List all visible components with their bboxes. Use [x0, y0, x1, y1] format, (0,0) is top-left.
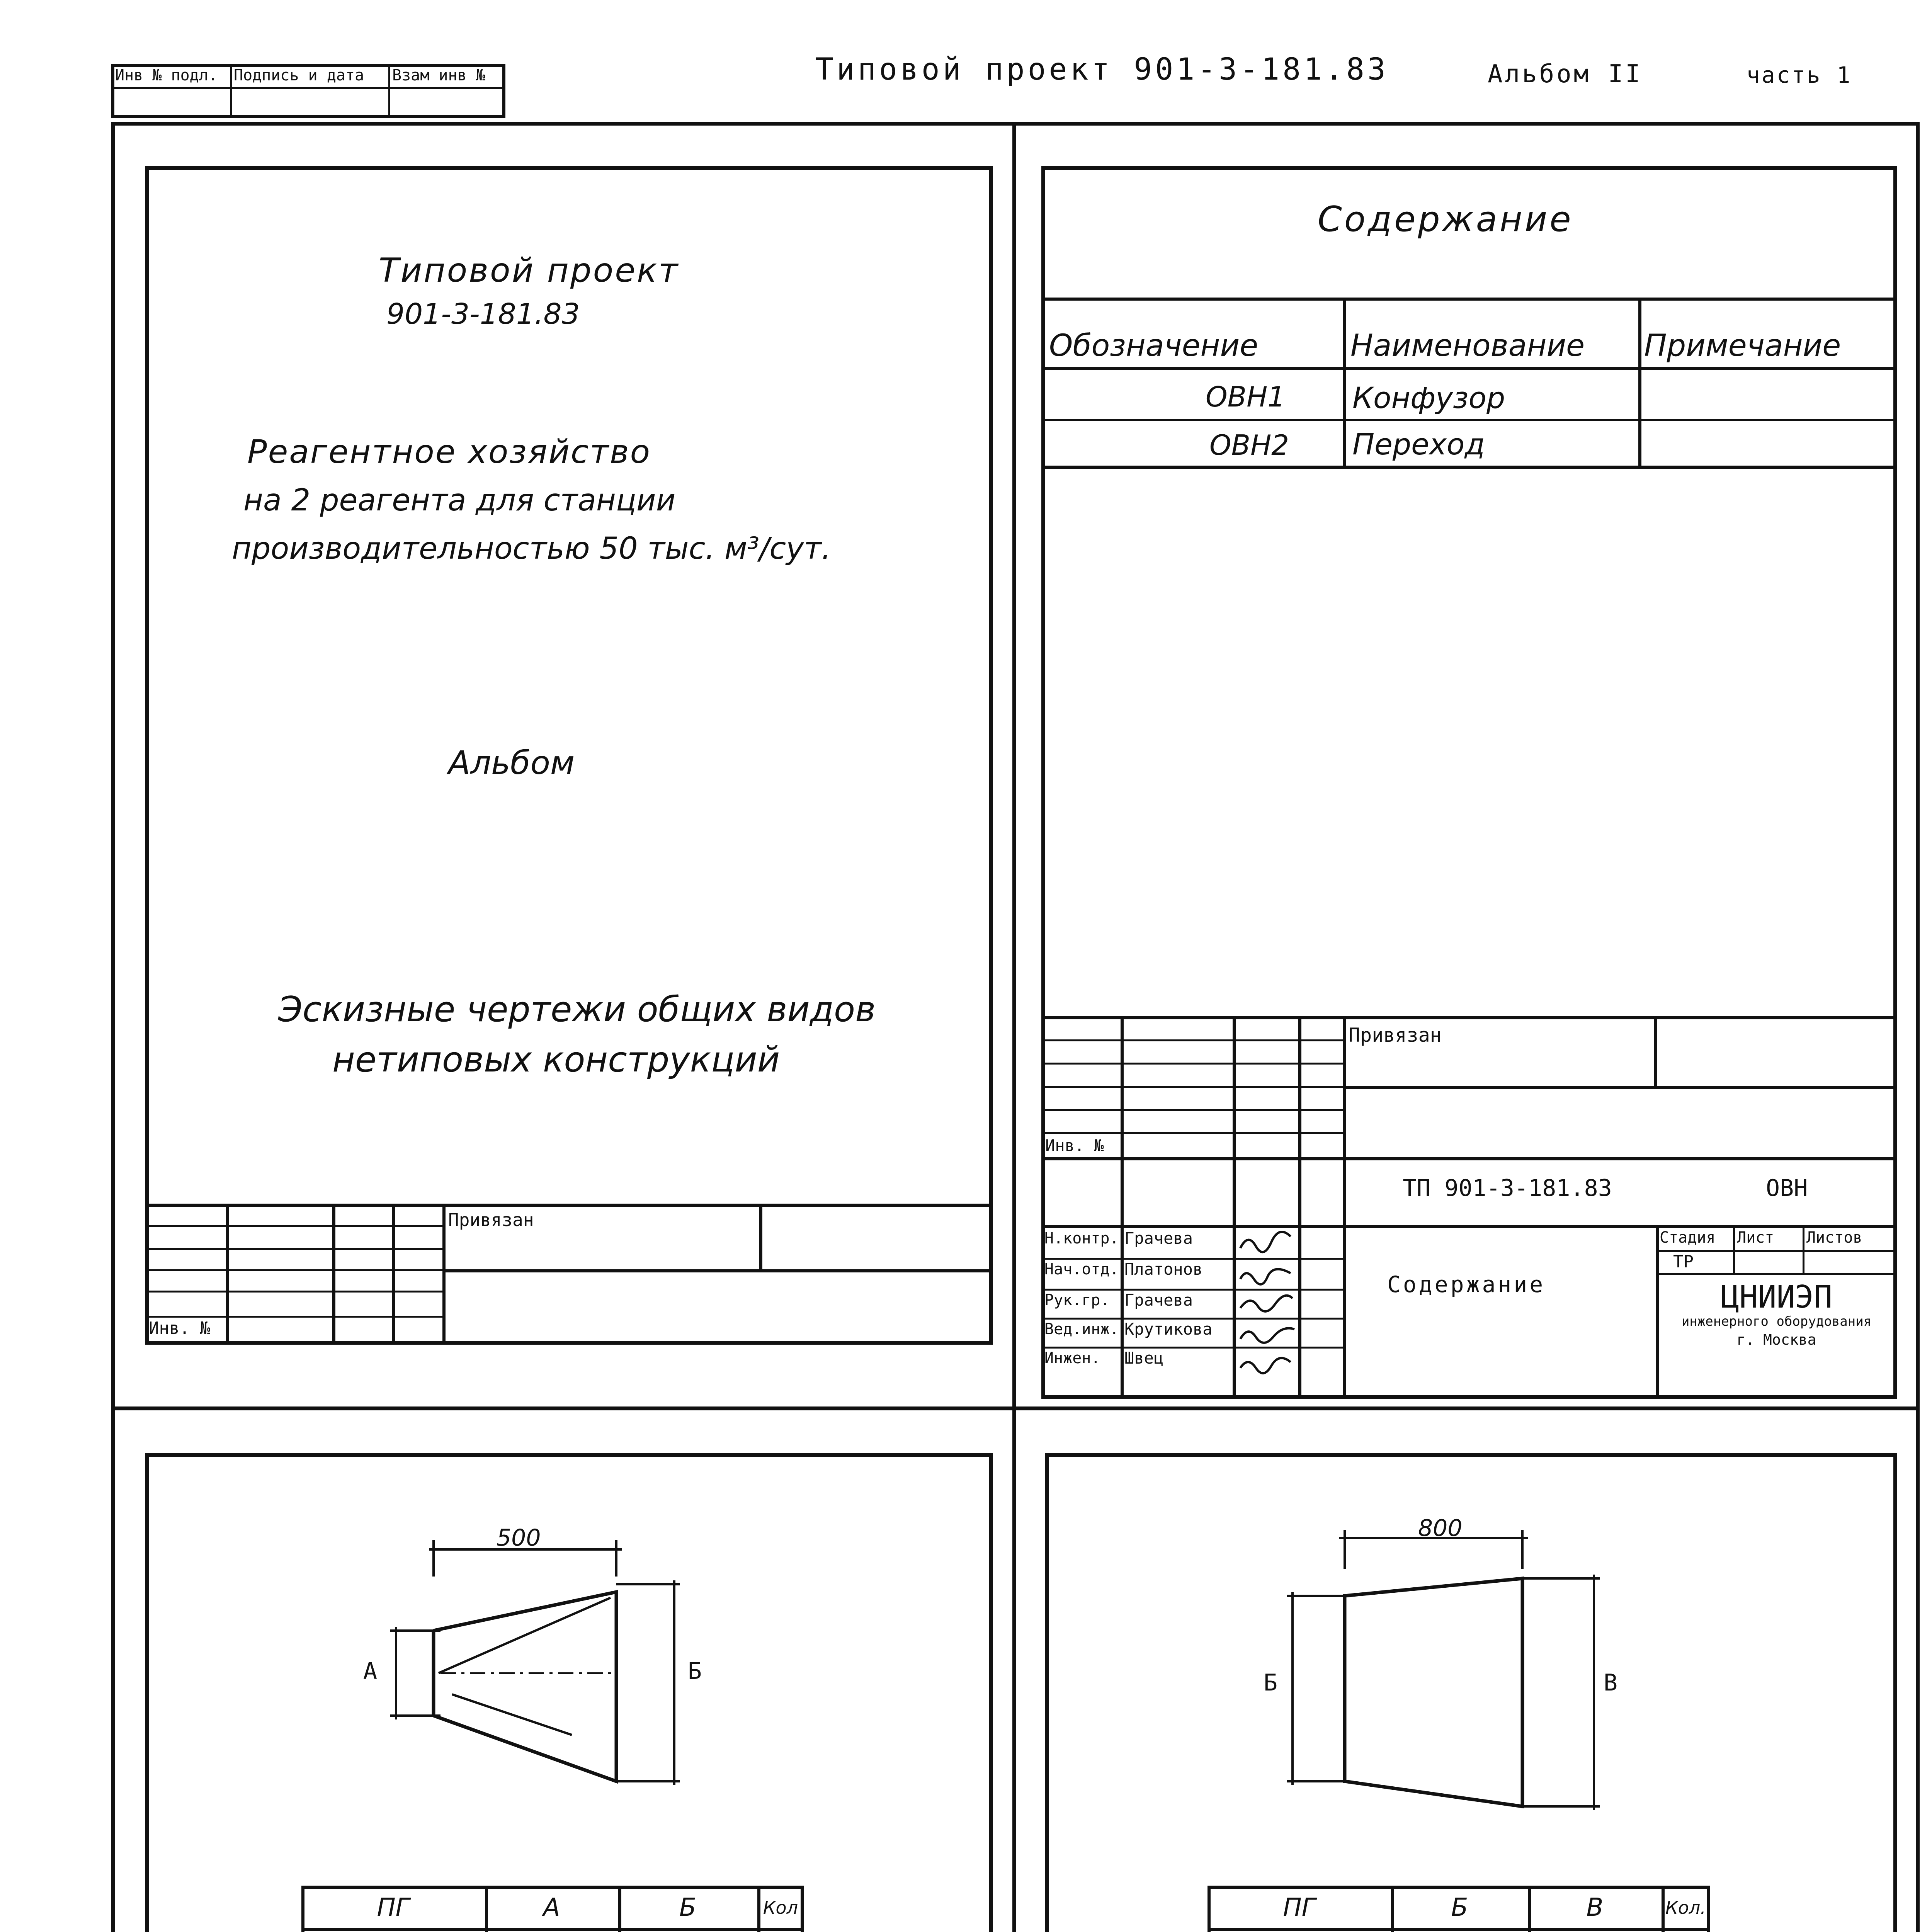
title-privyazan: Привязан: [448, 1209, 534, 1230]
stamp-divider: [230, 64, 232, 118]
stamp-line: [145, 1291, 442, 1293]
table-header: А: [543, 1893, 560, 1922]
stage-header: Стадия: [1660, 1229, 1716, 1247]
person-name: Швец: [1124, 1349, 1164, 1367]
stamp-line: [1803, 1225, 1804, 1273]
contents-line: [1343, 298, 1346, 466]
title-inv: Инв. №: [149, 1318, 210, 1338]
stamp-cell: Подпись и дата: [234, 66, 364, 84]
title-line1: Типовой проект: [379, 251, 680, 290]
role-label: Н.контр.: [1044, 1230, 1119, 1247]
ovn1-dim-top: 500: [497, 1524, 541, 1551]
table-header: Б: [679, 1893, 696, 1922]
table-header: ПГ: [377, 1893, 410, 1922]
stamp-line: [145, 1269, 442, 1271]
contents-mark: ОВН: [1766, 1175, 1808, 1202]
title-subject2: на 2 реагента для станции: [243, 483, 676, 518]
stamp-line: [145, 1248, 442, 1250]
table-line: [301, 1928, 804, 1931]
title-content2: нетиповых конструкций: [332, 1039, 780, 1080]
person-name: Грачева: [1124, 1291, 1193, 1310]
stamp-cell: Взам инв №: [392, 66, 485, 84]
stamp-line: [1041, 1039, 1343, 1041]
stamp-line: [1041, 1109, 1343, 1111]
person-name: Грачева: [1124, 1229, 1193, 1248]
contents-doc-code: ТП 901-3-181.83: [1403, 1175, 1612, 1202]
stamp-line: [442, 1204, 446, 1345]
contents-row-code: ОВН2: [1209, 429, 1289, 461]
contents-title: Содержание: [1318, 199, 1573, 240]
title-content1: Эскизные чертежи общих видов: [278, 989, 876, 1030]
sheet-divider-horizontal: [111, 1406, 1920, 1410]
contents-col-note: Примечание: [1644, 328, 1841, 363]
role-label: Инжен.: [1044, 1349, 1100, 1367]
person-name: Крутикова: [1124, 1320, 1213, 1338]
stamp-line: [145, 1316, 442, 1318]
ovn2-dim-top: 800: [1418, 1515, 1463, 1542]
stamp-line: [1041, 1086, 1343, 1088]
contents-col-code: Обозначение: [1049, 328, 1259, 363]
table-header: Б: [1451, 1893, 1468, 1922]
ovn1-dim-left: А: [363, 1658, 378, 1685]
stamp-line: [1041, 1225, 1897, 1228]
contents-line: [1041, 466, 1897, 469]
stamp-line: [442, 1269, 993, 1272]
stamp-line: [392, 1204, 395, 1345]
stamp-line: [1041, 1063, 1343, 1065]
ovn2-dim-right: В: [1604, 1669, 1618, 1696]
contents-privyazan: Привязан: [1349, 1024, 1442, 1046]
stage-header: Листов: [1806, 1229, 1862, 1247]
contents-line: [1041, 419, 1897, 421]
transition-drawing: [1275, 1515, 1623, 1824]
stage-header: Лист: [1737, 1229, 1774, 1247]
contents-row-code: ОВН1: [1206, 381, 1286, 413]
stamp-line: [1733, 1225, 1735, 1273]
stamp-line: [145, 1204, 993, 1207]
stamp-line: [759, 1204, 762, 1269]
contents-col-name: Наименование: [1350, 328, 1585, 363]
stamp-line: [145, 1225, 442, 1227]
stamp-divider: [111, 87, 505, 89]
sheet-divider-vertical: [1012, 122, 1016, 1932]
contents-row-name: Конфузор: [1352, 381, 1505, 415]
stamp-cell: Инв № подл.: [115, 66, 218, 84]
stamp-line: [1656, 1273, 1897, 1275]
stamp-line: [1041, 1157, 1897, 1160]
stamp-line: [1654, 1016, 1657, 1086]
org-city: г. Москва: [1736, 1331, 1816, 1348]
org-dept: инженерного оборудования: [1681, 1314, 1872, 1329]
stamp-line: [1343, 1016, 1346, 1399]
ovn2-dim-left: Б: [1264, 1669, 1278, 1696]
signatures: [1235, 1225, 1298, 1399]
stamp-line: [1041, 1132, 1343, 1134]
confusor-drawing: [348, 1519, 734, 1828]
header-project: Типовой проект 901-3-181.83: [815, 52, 1389, 87]
contents-inv: Инв. №: [1045, 1136, 1104, 1155]
table-header: Кол: [763, 1897, 798, 1918]
contents-row-name: Переход: [1352, 427, 1485, 461]
table-line: [1208, 1928, 1710, 1931]
role-label: Рук.гр.: [1044, 1291, 1110, 1309]
org-name: ЦНИИЭП: [1721, 1279, 1832, 1315]
role-label: Вед.инж.: [1044, 1320, 1119, 1338]
header-part: часть 1: [1747, 62, 1852, 88]
table-header: Кол.: [1665, 1897, 1706, 1918]
role-label: Нач.отд.: [1044, 1260, 1119, 1278]
table-header: В: [1586, 1893, 1604, 1922]
contents-line: [1041, 367, 1897, 370]
title-line2: 901-3-181.83: [386, 298, 580, 331]
ovn1-dim-right: Б: [688, 1658, 702, 1685]
title-subject1: Реагентное хозяйство: [247, 433, 651, 471]
title-album-word: Альбом: [448, 744, 575, 782]
stamp-line: [1343, 1086, 1897, 1089]
stamp-divider: [388, 64, 390, 118]
title-subject3: производительностью 50 тыс. м³/сут.: [232, 531, 831, 566]
stamp-line: [1298, 1016, 1301, 1399]
stage-value: ТР: [1673, 1252, 1694, 1272]
stamp-line: [332, 1204, 335, 1345]
stamp-line: [226, 1204, 229, 1345]
contents-line: [1638, 298, 1641, 466]
header-album: Альбом II: [1488, 60, 1643, 88]
person-name: Платонов: [1124, 1260, 1203, 1279]
stamp-line: [1041, 1016, 1897, 1019]
table-header: ПГ: [1283, 1893, 1316, 1922]
contents-line: [1041, 298, 1897, 301]
stamp-line: [1121, 1016, 1124, 1399]
contents-sheet-name: Содержание: [1387, 1271, 1546, 1298]
